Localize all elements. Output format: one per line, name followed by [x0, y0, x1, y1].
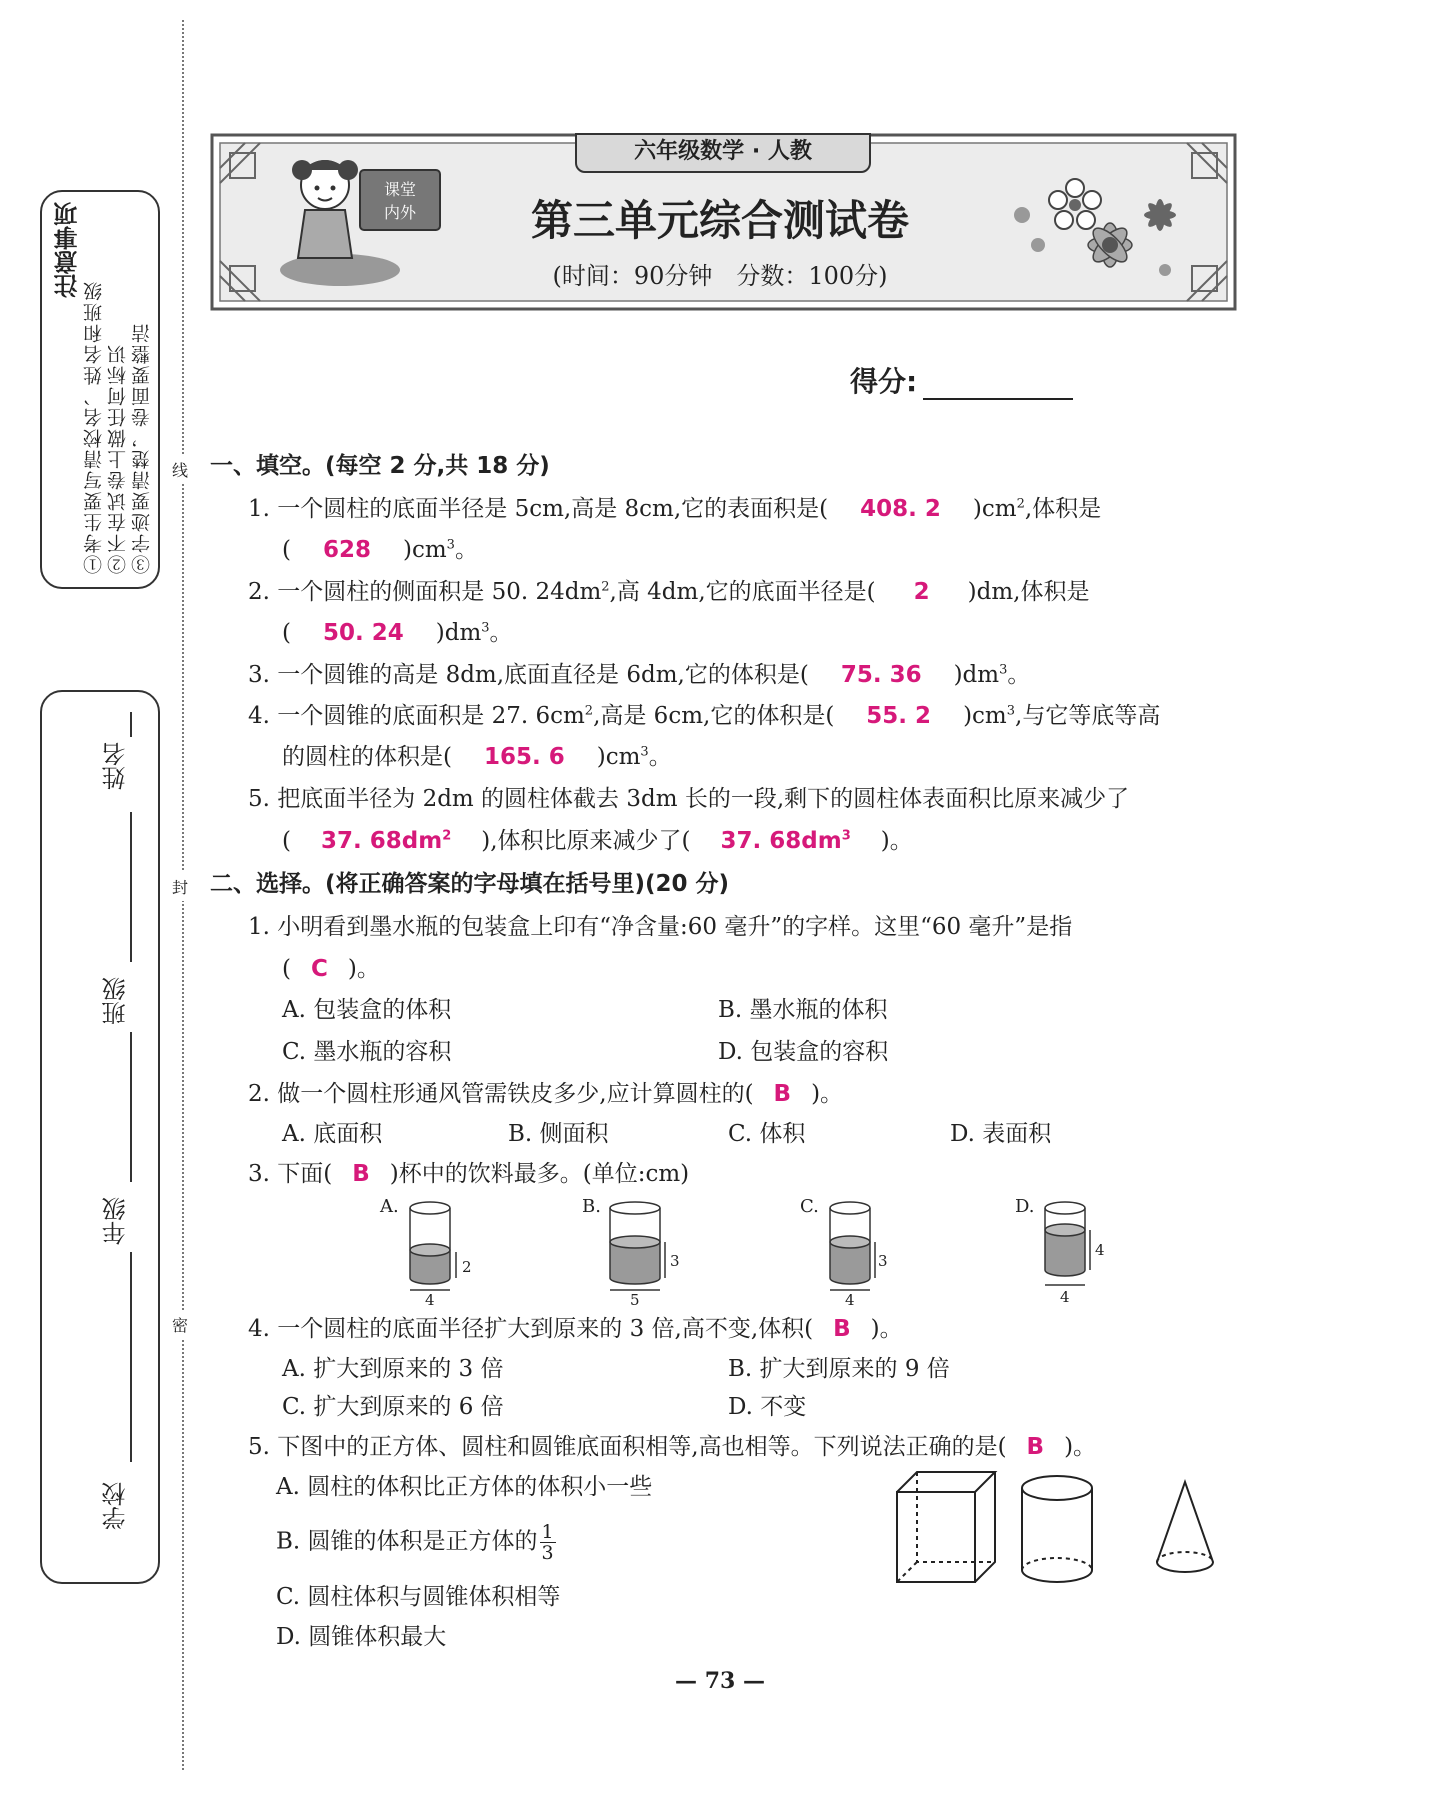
notice-item-1: ①考生要写清校名、姓名和班级 [83, 280, 105, 574]
s2-q5-option-b: B. 圆锥的体积是正方体的 $\frac{1}{3}$ [276, 1521, 554, 1564]
section2-title: 二、选择。(将正确答案的字母填在括号里)(20 分) [210, 871, 730, 897]
s1-q1-answer2[interactable]: 628 [322, 537, 371, 563]
notice-box [40, 190, 160, 589]
badge-line-2: 内外 [383, 203, 417, 222]
s2-q1-option-c: C. 墨水瓶的容积 [282, 1039, 452, 1065]
s2-q4: 4. 一个圆柱的底面半径扩大到原来的 3 倍,高不变,体积( B )。 [248, 1316, 903, 1342]
s2-q1-line2: ( C )。 [282, 956, 380, 982]
grade-label: 年级 [102, 1197, 130, 1245]
cup-d-diameter: 4 [1060, 1288, 1070, 1305]
s2-q2-option-a: A. 底面积 [282, 1121, 383, 1147]
page-title: 第三单元综合测试卷 [530, 196, 909, 245]
cup-c-diameter: 4 [845, 1291, 855, 1305]
score-field [850, 360, 1073, 400]
s1-q5-line1: 5. 把底面半径为 2dm 的圆柱体截去 3dm 长的一段,剩下的圆柱体表面积比原来减少了 [248, 786, 1130, 812]
subject-tab: 六年级数学 · 人教 [575, 133, 871, 173]
s2-q1-option-d: D. 包装盒的容积 [718, 1039, 889, 1065]
time-score-info: (时间：90分钟 分数：100分) [552, 262, 888, 290]
cube-icon [897, 1472, 995, 1582]
section1-title: 一、填空。(每空 2 分,共 18 分) [210, 453, 550, 479]
s2-q5-option-d: D. 圆锥体积最大 [276, 1624, 447, 1650]
s1-q1-line2: ( 628 )$cm^3$。 [282, 537, 478, 563]
s2-q4-option-b: B. 扩大到原来的 9 倍 [728, 1356, 950, 1382]
cup-d-height: 4 [1095, 1241, 1105, 1259]
cups-figure [370, 1190, 1120, 1305]
cylinder-icon [1022, 1476, 1092, 1582]
s2-q4-option-a: A. 扩大到原来的 3 倍 [282, 1356, 504, 1382]
score-blank[interactable] [923, 374, 1073, 400]
name-label: 姓名 [102, 742, 130, 790]
s2-q4-answer[interactable]: B [833, 1316, 851, 1342]
s1-q2-answer1[interactable]: 2 [913, 579, 930, 605]
student-info-box [40, 690, 160, 1584]
s2-q2-option-d: D. 表面积 [950, 1121, 1052, 1147]
s1-q1-answer1[interactable]: 408. 2 [860, 496, 941, 522]
s1-q2-line1: 2. 一个圆柱的侧面积是 50. $24dm^2$,高 4dm,它的底面半径是( 2 )dm,体积是 [248, 579, 1090, 605]
s2-q5: 5. 下图中的正方体、圆柱和圆锥底面积相等,高也相等。下列说法正确的是( B )。 [248, 1434, 1097, 1460]
cup-d [1015, 1196, 1105, 1305]
cut-mark-secret: 密 [172, 1310, 188, 1339]
school-label: 学校 [102, 1482, 130, 1530]
grade-blank[interactable] [130, 1032, 132, 1182]
s1-q4-line2: 的圆柱的体积是( 165. 6 )$cm^3$。 [282, 744, 672, 770]
s2-q5-answer[interactable]: B [1026, 1434, 1045, 1460]
cup-c [800, 1196, 888, 1305]
s2-q4-option-d: D. 不变 [728, 1394, 807, 1420]
cup-a-height: 2 [462, 1258, 472, 1276]
s2-q2: 2. 做一个圆柱形通风管需铁皮多少,应计算圆柱的( B )。 [248, 1081, 844, 1107]
s1-q1-line1: 1. 一个圆柱的底面半径是 5cm,高是 8cm,它的表面积是( 408. 2 )$cm^2$,体积是 [248, 496, 1102, 522]
s1-q3: 3. 一个圆锥的高是 8dm,底面直径是 6dm,它的体积是( 75. 36 )$dm^3$。 [248, 662, 1031, 688]
s1-q2-answer2[interactable]: 50. 24 [322, 620, 404, 646]
s1-q4-line1: 4. 一个圆锥的底面积是 27. $6cm^2$,高是 6cm,它的体积是( 55. 2 )$cm^3$,与它等底等高 [248, 703, 1161, 729]
fraction-one-third: $\frac{1}{3}$ [541, 1521, 554, 1564]
s1-q3-answer[interactable]: 75. 36 [840, 662, 922, 688]
s2-q3: 3. 下面( B )杯中的饮料最多。(单位:cm) [248, 1161, 690, 1187]
s2-q2-option-c: C. 体积 [728, 1121, 806, 1147]
cup-b-height: 3 [670, 1252, 680, 1270]
cut-mark-line: 线 [172, 455, 188, 484]
page-number: — 73 — [675, 1668, 765, 1694]
s2-q3-answer[interactable]: B [352, 1161, 370, 1187]
cup-a-label: A. [380, 1196, 399, 1217]
cup-c-height: 3 [878, 1252, 888, 1270]
s2-q1-answer[interactable]: C [310, 956, 328, 982]
cup-a-diameter: 4 [425, 1291, 435, 1305]
flower-decoration-icon [1000, 170, 1190, 290]
s2-q4-option-c: C. 扩大到原来的 6 倍 [282, 1394, 504, 1420]
s2-q1-option-b: B. 墨水瓶的体积 [718, 997, 888, 1023]
cup-b-diameter: 5 [630, 1291, 640, 1305]
s2-q5-option-c: C. 圆柱体积与圆锥体积相等 [276, 1584, 561, 1610]
s1-q5-line2: ( 37. $68dm^2$ ),体积比原来减少了( 37. $68dm^3$ )。 [282, 828, 913, 854]
s1-q2-line2: ( 50. 24 )$dm^3$。 [282, 620, 513, 646]
class-blank[interactable] [130, 812, 132, 962]
score-label: 得分: [850, 365, 918, 398]
s1-q5-answer2: 37. $68dm^3$ [720, 828, 851, 854]
s2-q2-answer[interactable]: B [773, 1081, 792, 1107]
s1-q5-answer1: 37. $68dm^2$ [320, 828, 452, 854]
cup-d-label: D. [1015, 1196, 1035, 1217]
cut-mark-seal: 封 [172, 872, 188, 901]
badge-line-1: 课堂 [383, 180, 417, 199]
notice-item-3: ③字迹要清楚，卷面要整洁 [131, 322, 153, 574]
s2-q1-option-a: A. 包装盒的体积 [282, 997, 452, 1023]
cup-b-label: B. [582, 1196, 601, 1217]
s2-q2-option-b: B. 侧面积 [508, 1121, 609, 1147]
cone-icon [1157, 1482, 1213, 1572]
cup-b [582, 1196, 680, 1305]
s1-q4-answer2[interactable]: 165. 6 [483, 744, 565, 770]
s1-q4-answer1[interactable]: 55. 2 [866, 703, 932, 729]
notice-item-2: ②不在试卷上做任何标识 [107, 343, 129, 574]
notice-title: 注意事项 [54, 202, 82, 298]
school-blank[interactable] [130, 1252, 132, 1462]
s2-q1-line1: 1. 小明看到墨水瓶的包装盒上印有“净含量:60 毫升”的字样。这里“60 毫升”是指 [248, 914, 1073, 940]
cup-c-label: C. [800, 1196, 819, 1217]
solids-figure [895, 1470, 1255, 1585]
class-label: 班级 [102, 977, 130, 1025]
name-blank[interactable] [130, 712, 132, 737]
s2-q5-option-a: A. 圆柱的体积比正方体的体积小一些 [276, 1474, 653, 1500]
cup-a [379, 1196, 472, 1305]
